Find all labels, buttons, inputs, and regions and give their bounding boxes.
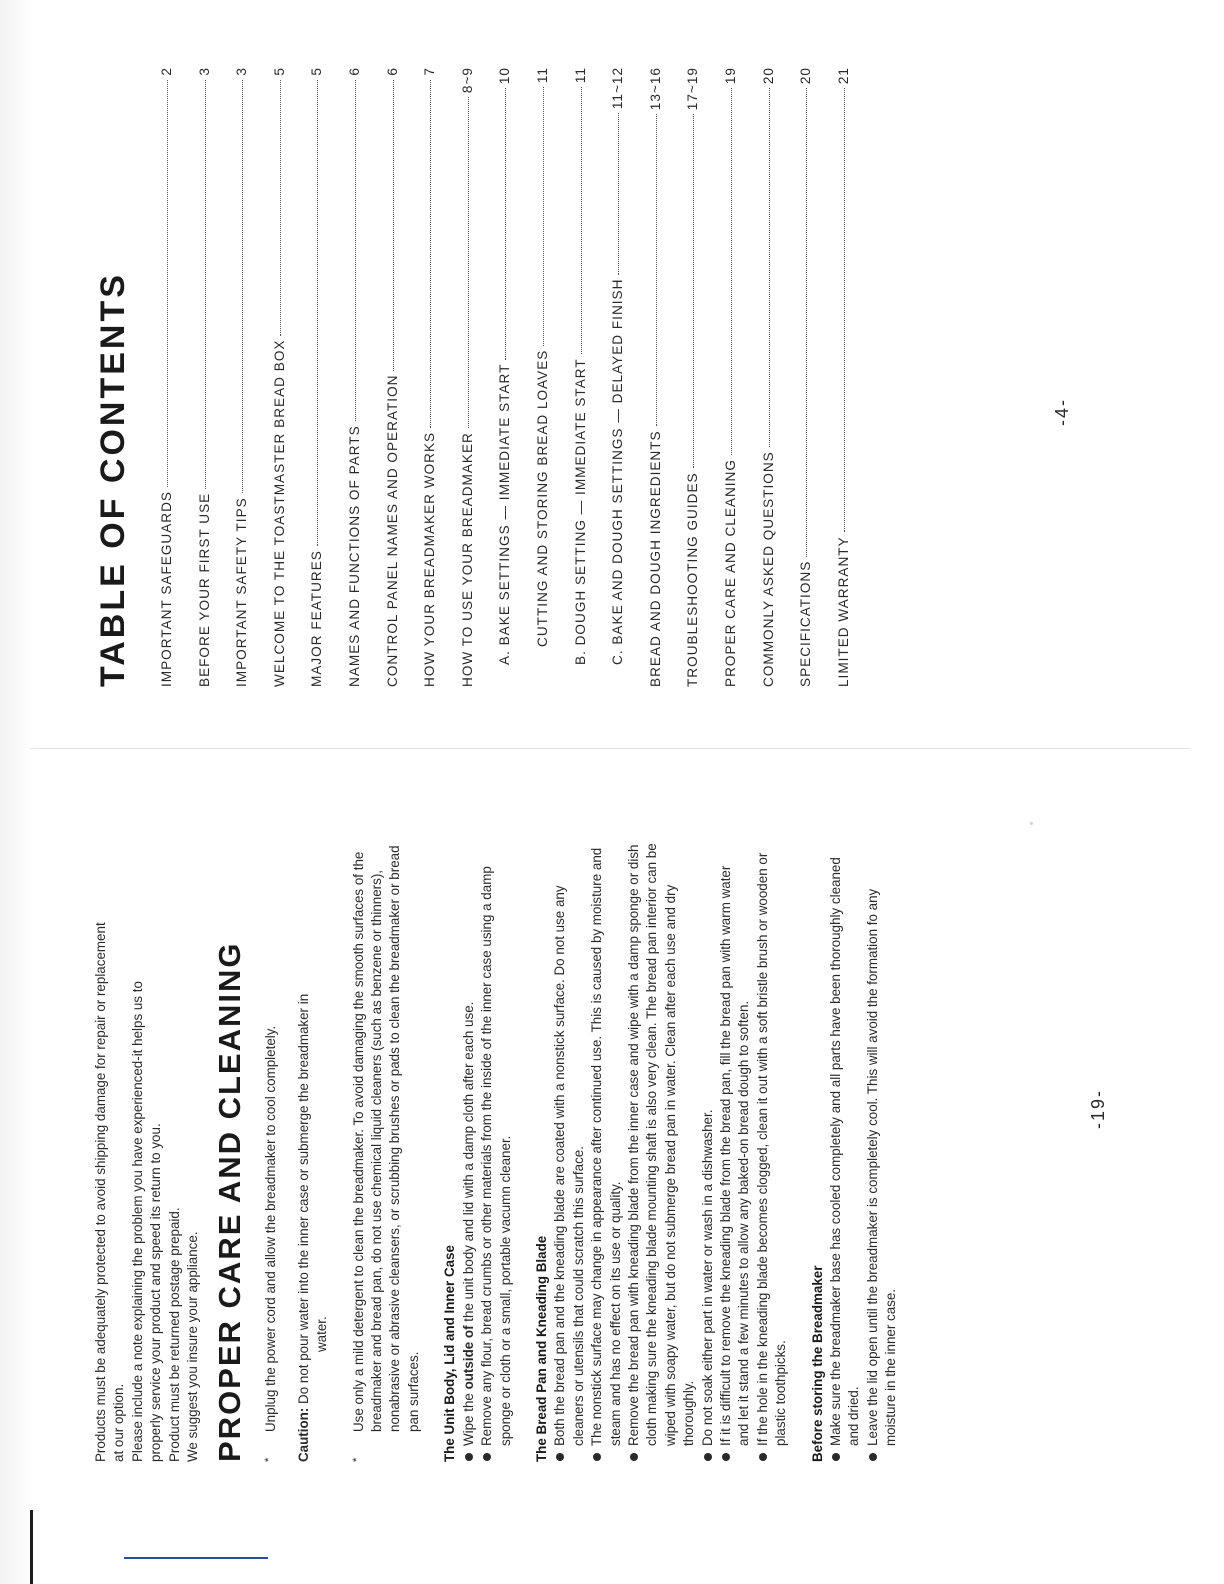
bread-pan-bullet: The nonstick surface may change in appearance after continued use. This is caused by moisture and steam and has no effect on its use or quality. (588, 842, 625, 1462)
toc-entry-page: 5 (271, 67, 287, 76)
intro-line: We suggest you insure your appliance. (185, 1231, 201, 1462)
caution-note (295, 842, 332, 1462)
page-19 (92, 842, 901, 1462)
bullet-dot (630, 1453, 638, 1461)
toc-entry (648, 67, 686, 687)
toc-entry-page: 11~12 (610, 67, 626, 110)
intro-line: at our option. (111, 1383, 127, 1462)
toc-entry-page: 6 (346, 67, 362, 76)
asterisk-mark: * (350, 1457, 363, 1462)
toc-leader (844, 88, 845, 532)
toc-entry (573, 67, 611, 687)
toc-entry-page: 3 (196, 67, 212, 76)
toc-leader (543, 87, 544, 345)
detergent-note (350, 842, 424, 1462)
caution-label: Caution: (295, 1407, 311, 1462)
storing-heading: Before storing the Breadmaker (809, 1265, 825, 1462)
toc-leader (317, 80, 318, 547)
bread-pan-heading: The Bread Pan and Kneading Blade (533, 1235, 549, 1462)
unplug-text: Unplug the power cord and allow the breadmaker to cool completely. (263, 1025, 279, 1432)
bread-pan-bullet: Remove the bread pan with kneading blade from the inner case and wipe with a damp sponge or dish cloth making sure the kneading blade mounting shaft is also very clean. The bread pan interior can be wiped with soapy water, but do not submerge bread pan in water. Clean after each use and dry thoroughly. (625, 842, 699, 1462)
unit-body-bullet: Wipe the outside of the unit body and lid with a damp cloth after each use. (460, 842, 478, 1462)
bread-pan-bullet: Both the bread pan and the kneading blade are coated with a nonstick surface. Do not use any cleaners or utensils that could scratch this surface. (551, 842, 588, 1462)
page-number: -4- (1052, 398, 1072, 426)
intro-line: Please include a note explaining the problem you have experienced-it helps us to (129, 981, 145, 1462)
toc-entry-label: MAJOR FEATURES (309, 550, 325, 687)
toc-entry-label: IMPORTANT SAFETY TIPS (234, 497, 250, 687)
toc-leader (731, 88, 732, 455)
toc-entry-label: BREAD AND DOUGH INGREDIENTS (647, 430, 663, 687)
toc-entry-label: TROUBLESHOOTING GUIDES (685, 472, 701, 687)
bullet-dot (869, 1453, 877, 1461)
toc-entry (309, 67, 347, 687)
toc-entry (761, 67, 799, 687)
toc-entry-label: IMPORTANT SAFEGUARDS (159, 491, 174, 687)
toc-entry (272, 67, 310, 687)
toc-entry-page: 7 (422, 67, 438, 76)
intro-line: Product must be returned postage prepaid. (166, 1207, 182, 1462)
storing-bullet: Make sure the breadmaker base has cooled completely and all parts have been thoroughly cleaned and dried. (827, 842, 864, 1462)
toc-leader (205, 80, 206, 489)
toc-entry-page: 11 (572, 67, 588, 84)
intro-line: properly service your product and speed its return to you. (148, 1123, 164, 1462)
toc-entry-label: HOW YOUR BREADMAKER WORKS (422, 431, 438, 687)
bullet-dot (556, 1453, 564, 1461)
unplug-note (262, 842, 280, 1462)
toc-entry-page: 20 (798, 67, 814, 85)
toc-entry (197, 67, 235, 687)
toc-entry-label: HOW TO USE YOUR BREADMAKER (459, 432, 475, 687)
toc-entry (234, 67, 272, 687)
bullet-dot (465, 1453, 473, 1461)
toc-leader (618, 113, 619, 274)
asterisk-mark: * (263, 1457, 276, 1462)
toc-leader (355, 80, 356, 422)
detergent-text: Use only a mild detergent to clean the breadmaker. To avoid damaging the smooth surfaces of the breadmaker and bread pan, do not use chemical liquid cleaners (such as benzene or thinners), nonabrasive or abrasive cleansers, or scrubbing brushes or pads to clean the breadmaker or bread pan surfaces. (350, 845, 421, 1432)
toc-title: TABLE OF CONTENTS (94, 272, 132, 687)
toc-leader (693, 114, 694, 468)
bullet-dot (704, 1453, 712, 1461)
bullet-dot (593, 1453, 601, 1461)
toc-entry-page: 2 (159, 67, 174, 76)
toc-entry-label: CONTROL PANEL NAMES AND OPERATION (384, 374, 400, 687)
toc-entry (723, 67, 761, 687)
bullet-dot (722, 1453, 730, 1461)
toc-entry-page: 11 (534, 67, 550, 84)
toc-entry-label: LIMITED WARRANTY (835, 536, 851, 687)
toc-entry (798, 67, 836, 687)
section-title: PROPER CARE AND CLEANING (212, 941, 248, 1462)
toc-leader (806, 88, 807, 557)
toc-leader (242, 80, 243, 494)
toc-entry-label: B. DOUGH SETTING — IMMEDIATE START (572, 358, 588, 665)
toc-leader (430, 80, 431, 428)
toc-entry-page: 19 (722, 67, 738, 85)
bullet-dot (759, 1453, 767, 1461)
toc-entry-label: CUTTING AND STORING BREAD LOAVES (534, 349, 550, 647)
toc-entry (535, 67, 573, 687)
toc-entry-label: PROPER CARE AND CLEANING (722, 459, 738, 687)
intro-line: Products must be adequately protected to avoid shipping damage for repair or replacement (93, 922, 108, 1462)
bullet-dot (483, 1453, 491, 1461)
toc-leader (656, 114, 657, 426)
toc-entry (460, 67, 498, 687)
toc-entry-label: C. BAKE AND DOUGH SETTINGS — DELAYED FINISH (610, 278, 626, 665)
page-4 (94, 67, 873, 687)
toc-leader (167, 80, 168, 487)
toc-entry-page: 17~19 (685, 67, 701, 111)
unit-body-bullet: Remove any flour, bread crumbs or other materials from the inside of the inner case using a damp sponge or cloth or a small, portable vacumn cleaner. (478, 842, 515, 1462)
toc-entry-label: BEFORE YOUR FIRST USE (196, 492, 212, 687)
toc-entry-page: 13~16 (647, 67, 663, 111)
toc-leader (468, 97, 469, 428)
bread-pan-bullet: If the hole in the kneading blade becomes clogged, clean it out with a soft bristle brush or wooden or plastic toothpicks. (754, 842, 791, 1462)
unit-body-heading: The Unit Body, Lid and Inner Case (442, 1245, 458, 1462)
toc-entry (422, 67, 460, 687)
storing-bullet: Leave the lid open until the breadmaker is completely cool. This will avoid the formation fo any moisture in the inner case. (864, 842, 901, 1462)
bread-pan-bullet: Do not soak either part in water or wash in a dishwasher. (699, 842, 717, 1462)
toc-entry-label: COMMONLY ASKED QUESTIONS (760, 451, 776, 687)
toc-entry-page: 10 (497, 67, 513, 85)
toc-list (159, 67, 873, 687)
toc-entry-page: 3 (234, 67, 250, 76)
toc-entry-label: SPECIFICATIONS (798, 560, 814, 687)
toc-entry-label: A. BAKE SETTINGS — IMMEDIATE START (497, 363, 513, 665)
toc-entry-page: 21 (835, 67, 851, 85)
toc-entry (610, 67, 648, 687)
toc-entry-label: WELCOME TO THE TOASTMASTER BREAD BOX (271, 339, 287, 687)
toc-entry (159, 67, 197, 687)
page-number: -19- (1088, 1088, 1108, 1129)
toc-entry (836, 67, 874, 687)
toc-entry-page: 20 (760, 67, 776, 85)
caution-text-cont: water. (314, 1316, 330, 1352)
toc-entry-page: 6 (384, 67, 400, 76)
toc-entry-label: NAMES AND FUNCTIONS OF PARTS (346, 425, 362, 687)
toc-leader (505, 88, 506, 359)
caution-text: Do not pour water into the inner case or submerge the breadmaker in (295, 993, 311, 1404)
toc-leader (393, 80, 394, 371)
toc-entry (685, 67, 723, 687)
toc-entry-page: 8~9 (459, 67, 475, 94)
bread-pan-bullet: If it is difficult to remove the kneading blade from the bread pan, fill the bread pan with warm water and let it stand a few minutes to allow any baked-on bread dough to soften. (717, 842, 754, 1462)
toc-entry (497, 67, 535, 687)
toc-entry (385, 67, 423, 687)
toc-entry (347, 67, 385, 687)
toc-entry-page: 5 (309, 67, 325, 76)
toc-leader (769, 88, 770, 447)
toc-leader (581, 87, 582, 354)
bullet-dot (832, 1453, 840, 1461)
toc-leader (280, 80, 281, 336)
